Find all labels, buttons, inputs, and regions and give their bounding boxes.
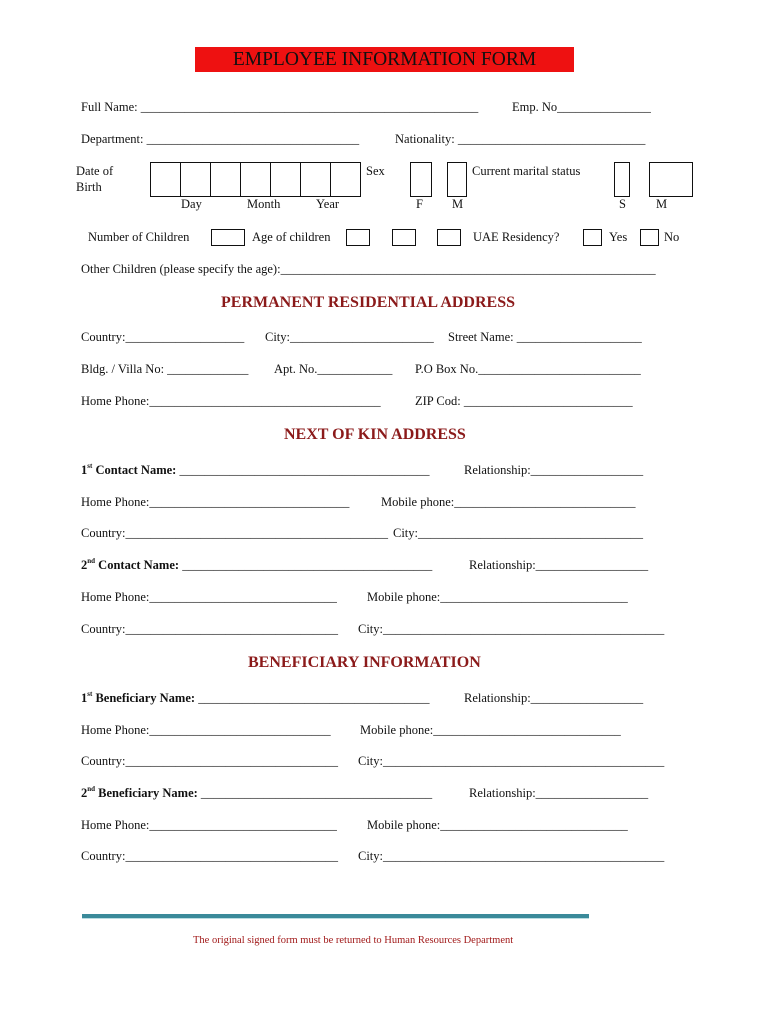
dob-month-label: Month xyxy=(247,197,281,211)
perm-zip-field[interactable]: ZIP Cod: ___________________________ xyxy=(415,394,633,408)
other-children-field[interactable]: Other Children (please specify the age):____________________________________________________________ xyxy=(81,262,656,276)
beneficiary1-ordinal: 1 xyxy=(81,691,88,705)
beneficiary2-label: Beneficiary Name: xyxy=(95,786,198,800)
dob-cell[interactable] xyxy=(211,163,241,196)
marital-status-label: Current marital status xyxy=(472,164,581,178)
kin-contact2-mobile-field[interactable]: Mobile phone:______________________________ xyxy=(367,590,628,604)
beneficiary1-country-field[interactable]: Country:__________________________________ xyxy=(81,754,338,768)
footer-divider-highlight xyxy=(82,918,589,919)
next-of-kin-heading: NEXT OF KIN ADDRESS xyxy=(284,426,466,443)
residency-yes-checkbox[interactable] xyxy=(583,229,602,246)
kin-contact1-name-field[interactable] xyxy=(81,464,429,477)
beneficiary1-mobile-field[interactable]: Mobile phone:______________________________ xyxy=(360,723,621,737)
residency-no-checkbox[interactable] xyxy=(640,229,659,246)
footer-note: The original signed form must be returned to Human Resources Department xyxy=(193,935,514,946)
uae-residency-label: UAE Residency? xyxy=(473,230,560,244)
kin-contact1-mobile-field[interactable]: Mobile phone:_____________________________ xyxy=(381,495,636,509)
beneficiary1-name-field[interactable] xyxy=(81,692,429,705)
beneficiary2-city-field[interactable]: City:_____________________________________________ xyxy=(358,849,665,863)
perm-city-field[interactable]: City:_______________________ xyxy=(265,330,434,344)
marital-married-label: M xyxy=(656,197,668,211)
beneficiary1-city-field[interactable]: City:_____________________________________________ xyxy=(358,754,665,768)
beneficiary2-name-line[interactable]: _____________________________________ xyxy=(200,786,433,800)
kin-contact2-ordinal: 2 xyxy=(81,558,88,572)
dob-label-line1: Date of xyxy=(76,164,114,178)
kin-contact2-country-field[interactable]: Country:__________________________________ xyxy=(81,622,338,636)
perm-apt-field[interactable]: Apt. No.____________ xyxy=(274,362,393,376)
kin-contact1-label: Contact Name: xyxy=(92,463,177,477)
dob-cell[interactable] xyxy=(181,163,211,196)
marital-married-box[interactable] xyxy=(649,162,693,197)
age-child-box[interactable] xyxy=(346,229,370,246)
dob-cell[interactable] xyxy=(241,163,271,196)
perm-country-field[interactable]: Country:___________________ xyxy=(81,330,245,344)
beneficiary2-ordinal: 2 xyxy=(81,786,88,800)
number-of-children-box[interactable] xyxy=(211,229,245,246)
marital-single-box[interactable] xyxy=(614,162,630,197)
department-field[interactable]: Department: __________________________________ xyxy=(81,132,360,146)
sex-male-box[interactable] xyxy=(447,162,467,197)
age-of-children-label: Age of children xyxy=(252,230,331,244)
kin-contact1-country-field[interactable]: Country:__________________________________________ xyxy=(81,526,388,540)
kin-contact1-home-phone-field[interactable]: Home Phone:________________________________ xyxy=(81,495,350,509)
dob-day-label: Day xyxy=(181,197,202,211)
dob-cell[interactable] xyxy=(151,163,181,196)
beneficiary2-ordinal-suffix: nd xyxy=(87,785,96,793)
permanent-address-heading: PERMANENT RESIDENTIAL ADDRESS xyxy=(221,294,515,311)
kin-contact1-ordinal-suffix: st xyxy=(87,462,93,470)
beneficiary1-ordinal-suffix: st xyxy=(87,690,93,698)
dob-cell[interactable] xyxy=(331,163,360,196)
beneficiary1-relationship-field[interactable]: Relationship:__________________ xyxy=(464,691,644,705)
kin-contact2-label: Contact Name: xyxy=(95,558,180,572)
dob-label-line2: Birth xyxy=(76,180,102,194)
dob-cell[interactable] xyxy=(301,163,331,196)
kin-contact2-ordinal-suffix: nd xyxy=(87,557,96,565)
sex-male-label: M xyxy=(452,197,464,211)
marital-single-label: S xyxy=(619,197,626,211)
kin-contact2-home-phone-field[interactable]: Home Phone:______________________________ xyxy=(81,590,337,604)
beneficiary2-mobile-field[interactable]: Mobile phone:______________________________ xyxy=(367,818,628,832)
kin-contact1-name-line[interactable]: ________________________________________ xyxy=(179,463,430,477)
dob-year-label: Year xyxy=(316,197,340,211)
kin-contact1-ordinal: 1 xyxy=(81,463,88,477)
beneficiary-heading: BENEFICIARY INFORMATION xyxy=(248,654,481,671)
kin-contact2-name-line[interactable]: ________________________________________ xyxy=(182,558,433,572)
perm-street-field[interactable]: Street Name: ____________________ xyxy=(448,330,642,344)
dob-input-grid[interactable] xyxy=(150,162,361,197)
residency-yes-label: Yes xyxy=(609,230,628,244)
residency-no-label: No xyxy=(664,230,680,244)
perm-bldg-field[interactable]: Bldg. / Villa No: _____________ xyxy=(81,362,249,376)
kin-contact1-city-field[interactable]: City:____________________________________ xyxy=(393,526,644,540)
full-name-field[interactable]: Full Name: ______________________________________________________ xyxy=(81,100,479,114)
beneficiary1-label: Beneficiary Name: xyxy=(92,691,196,705)
age-child-box[interactable] xyxy=(437,229,461,246)
beneficiary2-home-phone-field[interactable]: Home Phone:______________________________ xyxy=(81,818,337,832)
kin-contact1-relationship-field[interactable]: Relationship:__________________ xyxy=(464,463,644,477)
perm-pobox-field[interactable]: P.O Box No.__________________________ xyxy=(415,362,641,376)
form-title: EMPLOYEE INFORMATION FORM xyxy=(195,47,574,72)
dob-cell[interactable] xyxy=(271,163,301,196)
sex-label: Sex xyxy=(366,164,385,178)
beneficiary1-home-phone-field[interactable]: Home Phone:_____________________________ xyxy=(81,723,331,737)
kin-contact2-relationship-field[interactable]: Relationship:__________________ xyxy=(469,558,649,572)
nationality-field[interactable]: Nationality: ______________________________ xyxy=(395,132,646,146)
beneficiary2-country-field[interactable]: Country:__________________________________ xyxy=(81,849,338,863)
number-of-children-label: Number of Children xyxy=(88,230,190,244)
emp-no-field[interactable]: Emp. No_______________ xyxy=(512,100,651,114)
kin-contact2-name-field[interactable] xyxy=(81,559,432,572)
perm-home-phone-field[interactable]: Home Phone:_____________________________________ xyxy=(81,394,381,408)
beneficiary1-name-line[interactable]: _____________________________________ xyxy=(198,691,430,705)
kin-contact2-city-field[interactable]: City:_____________________________________________ xyxy=(358,622,665,636)
beneficiary2-name-field[interactable] xyxy=(81,787,432,800)
beneficiary2-relationship-field[interactable]: Relationship:__________________ xyxy=(469,786,649,800)
age-child-box[interactable] xyxy=(392,229,416,246)
sex-female-box[interactable] xyxy=(410,162,432,197)
sex-female-label: F xyxy=(416,197,423,211)
